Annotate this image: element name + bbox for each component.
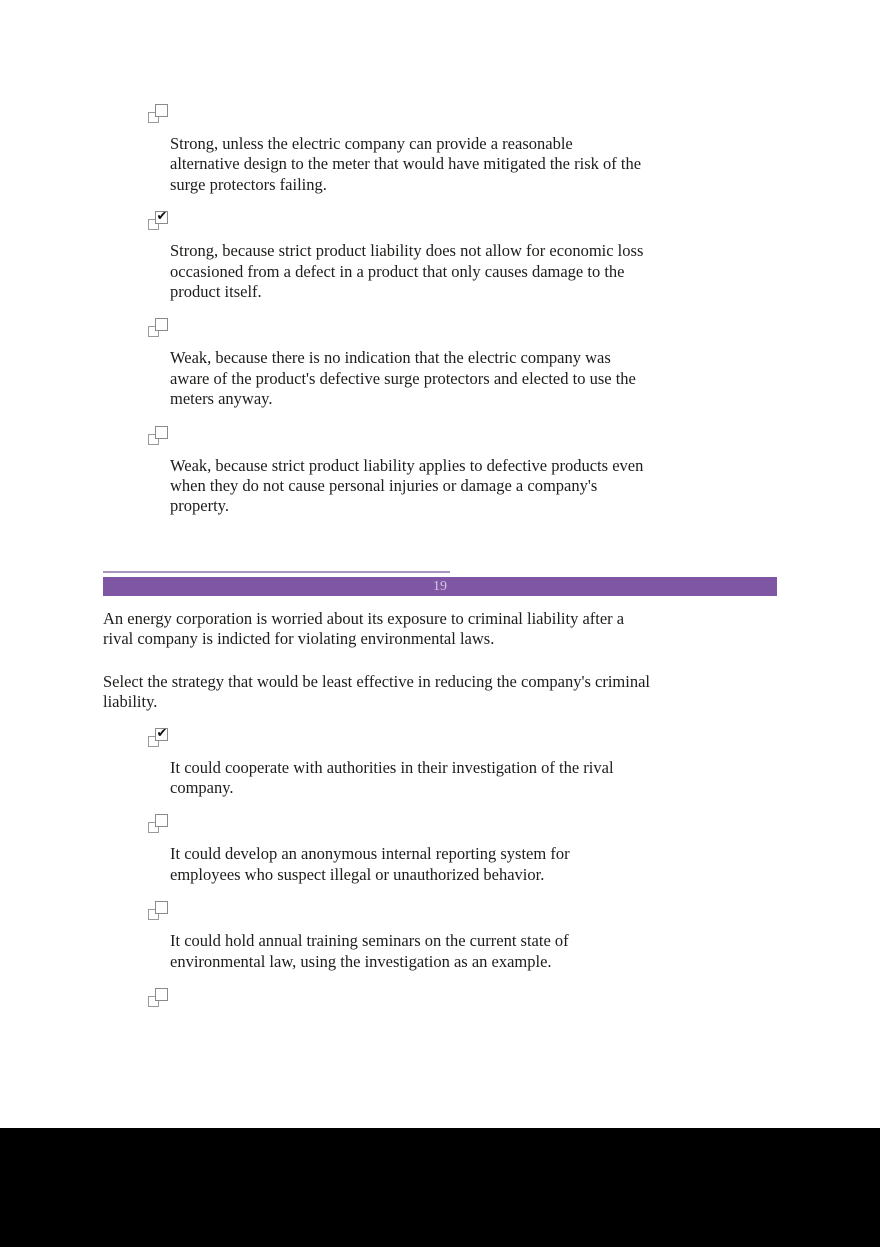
question-18-options <box>103 104 777 517</box>
checkbox-row <box>148 211 777 233</box>
question-19 <box>103 609 777 1010</box>
answer-option <box>103 318 777 409</box>
answer-option <box>103 901 777 972</box>
checkbox-row <box>148 814 777 836</box>
page-divider <box>103 571 777 596</box>
question-intro: An energy corporation is worried about its exposure to criminal liability after a rival company is indicted for violating environmental laws. <box>103 608 625 649</box>
checkbox-box <box>155 211 168 224</box>
viewer-background <box>0 1128 880 1247</box>
answer-option <box>103 211 777 302</box>
option-label: It could cooperate with authorities in their investigation of the rival company. <box>170 757 614 797</box>
page-number-bar <box>103 577 777 596</box>
checkmark-icon: ✔ <box>156 209 168 225</box>
answer-option <box>103 104 777 195</box>
option-label: It could hold annual training seminars on the current state of environmental law, using the investigation as an example. <box>170 931 569 971</box>
checkbox-box <box>155 725 168 741</box>
checkbox-box <box>155 318 168 331</box>
checkbox-row <box>148 901 777 923</box>
checkmark-icon: ✔ <box>156 725 168 741</box>
checkbox-box <box>155 814 168 827</box>
checkbox-box <box>155 104 168 117</box>
page-number: 19 <box>433 578 447 594</box>
answer-option <box>103 426 777 517</box>
checkbox[interactable] <box>148 901 172 923</box>
checkbox[interactable] <box>148 988 172 1010</box>
answer-option <box>103 988 777 1010</box>
checkbox[interactable] <box>148 211 172 233</box>
option-label: Strong, because strict product liability does not allow for economic loss occasioned from a defect in a product that only causes damage to the product itself. <box>170 241 644 302</box>
answer-option <box>103 725 777 799</box>
checkbox[interactable] <box>148 318 172 340</box>
section-divider-line <box>103 571 450 573</box>
checkbox-row <box>148 725 777 750</box>
checkbox-box <box>155 901 168 914</box>
checkbox[interactable] <box>148 104 172 126</box>
option-label: Strong, unless the electric company can provide a reasonable alternative design to the meter that would have mitigated the risk of the surge protectors failing. <box>170 134 642 194</box>
checkbox[interactable] <box>148 426 172 448</box>
page-content <box>103 0 777 1010</box>
checkbox-row <box>148 988 777 1010</box>
checkbox-row <box>148 426 777 448</box>
answer-option <box>103 814 777 885</box>
option-label: Weak, because strict product liability applies to defective products even when they do not cause personal injuries or damage a company's property. <box>170 455 644 516</box>
checkbox-row <box>148 318 777 340</box>
option-label: Weak, because there is no indication that the electric company was aware of the product's defective surge protectors and elected to use the meters anyway. <box>170 348 636 409</box>
checkbox[interactable] <box>148 814 172 836</box>
checkbox-box <box>155 426 168 439</box>
checkbox-row <box>148 104 777 126</box>
checkbox[interactable] <box>148 725 172 750</box>
option-label: It could develop an anonymous internal reporting system for employees who suspect illegal or unauthorized behavior. <box>170 844 570 884</box>
checkbox-box <box>155 988 168 1001</box>
question-instruction: Select the strategy that would be least effective in reducing the company's criminal liability. <box>103 671 650 712</box>
